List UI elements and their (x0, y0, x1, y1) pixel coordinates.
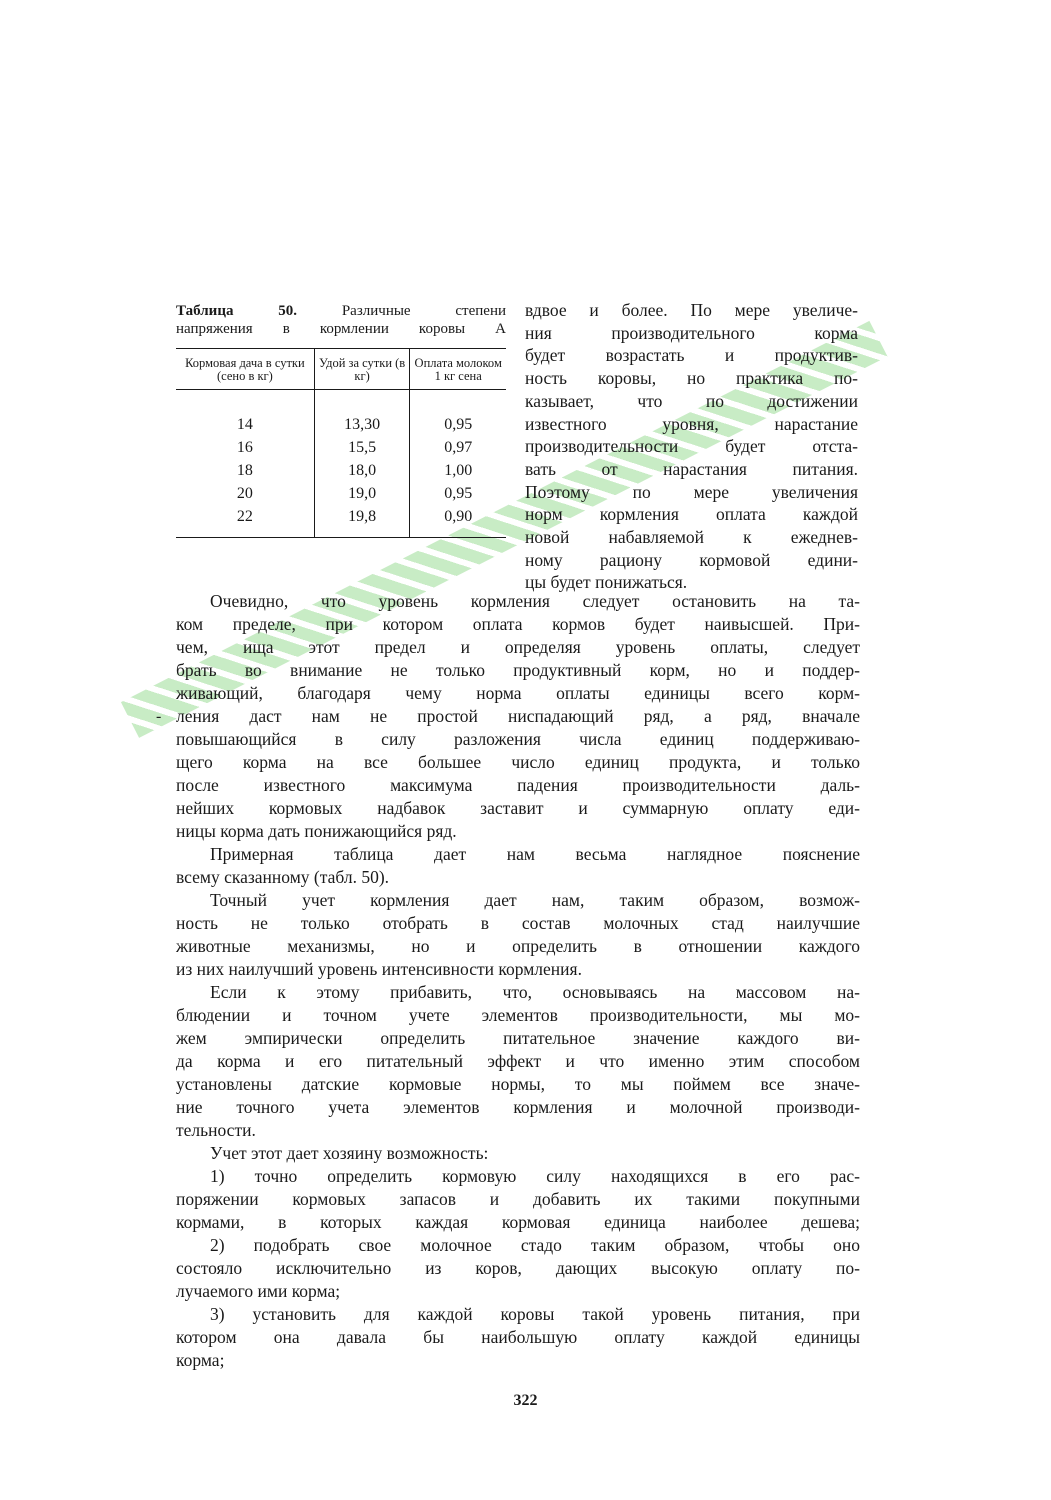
text-line: Точный учет кормления дает нам, таким образом, возмож- (210, 890, 860, 910)
text-line: будет возрастать и продуктив- (525, 345, 858, 366)
text-line: 3) установить для каждой коровы такой уровень питания, при (210, 1304, 860, 1324)
text-line: ления даст нам не простой ниспадающий ряд, а ряд, вначале (176, 706, 860, 726)
cell-payment: 0,95 (410, 390, 506, 437)
text-line: котором она давала бы наибольшую оплату каждой единицы (176, 1327, 860, 1347)
text-line: блюдении и точном учете элементов производительности, мы мо- (176, 1005, 860, 1025)
caption-label: Таблица 50. (176, 303, 298, 319)
cell-payment: 1,00 (410, 459, 506, 482)
cell-yield: 18,0 (314, 459, 410, 482)
text-line: производительности будет отста- (525, 436, 858, 457)
text-line: ность коровы, но практика по- (525, 368, 858, 389)
text-line: чем, ища этот предел и определяя уровень оплаты, следует (176, 637, 860, 657)
text-line: Очевидно, что уровень кормления следует остановить на та- (210, 591, 860, 611)
text-line: всему сказанному (табл. 50). (176, 867, 390, 887)
cell-yield: 19,0 (314, 482, 410, 505)
text-line: жем эмпирически определить питательное значение каждого ви- (176, 1028, 860, 1048)
text-line: щего корма на все большее число единиц продукта, и только (176, 752, 860, 772)
header-payment: Оплата молоком 1 кг сена (410, 349, 506, 390)
cell-payment: 0,90 (410, 505, 506, 538)
table-row (176, 390, 506, 437)
caption-text-1: Различные степени (341, 303, 507, 319)
text-line: тельности. (176, 1120, 256, 1140)
text-line: корма; (176, 1350, 225, 1370)
text-line: животные механизмы, но и определить в отношении каждого (176, 936, 860, 956)
text-line: из них наилучший уровень интенсивности кормления. (176, 959, 582, 979)
text-line: Учет этот дает хозяину возможность: (210, 1143, 489, 1163)
text-line: повышающийся в силу разложения числа единиц поддерживаю- (176, 729, 860, 749)
cell-feed: 16 (236, 439, 253, 456)
text-line: ному рациону кормовой едини- (525, 549, 858, 570)
cell-feed: 20 (236, 485, 253, 502)
table-block (176, 302, 506, 538)
margin-mark: - (156, 708, 162, 725)
cell-yield: 15,5 (314, 436, 410, 459)
text-line: Если к этому прибавить, что, основываясь на массовом на- (210, 982, 860, 1002)
text-line: вать от нарастания питания. (525, 458, 858, 479)
page-number: 322 (513, 1392, 538, 1409)
text-line: кормами, в которых каждая кормовая единица наиболее дешева; (176, 1212, 860, 1232)
text-line: ницы корма дать понижающийся ряд. (176, 821, 457, 841)
cell-payment: 0,95 (410, 482, 506, 505)
text-line: норм кормления оплата каждой (525, 504, 858, 525)
text-line: Примерная таблица дает нам весьма наглядное пояснение (210, 844, 860, 864)
text-line: вдвое и более. По мере увеличе- (525, 300, 858, 320)
body-paragraphs (176, 590, 860, 1372)
text-line: Поэтому по мере увеличения (525, 481, 858, 502)
cell-feed: 18 (236, 462, 253, 479)
text-line: известного уровня, нарастание (525, 413, 858, 434)
text-line: ние точного учета элементов кормления и молочной производи- (176, 1097, 860, 1117)
header-yield: Удой за сутки (в кг) (314, 349, 410, 390)
text-line: новой набавляемой к ежеднев- (525, 527, 858, 548)
caption-line-2: напряжения в кормлении коровы А (176, 321, 506, 337)
table-caption (176, 302, 506, 338)
text-line: ность не только отобрать в состав молочных стад наилучшие (176, 913, 860, 933)
cell-yield: 19,8 (314, 505, 410, 538)
table-row (176, 505, 506, 538)
text-line: ния производительного корма (525, 322, 858, 343)
text-line: установлены датские кормовые нормы, то мы поймем все значе- (176, 1074, 860, 1094)
table-row (176, 482, 506, 505)
table-row (176, 459, 506, 482)
text-line: 1) точно определить кормовую силу находящихся в его рас- (210, 1166, 860, 1186)
text-line: нейших кормовых надбавок заставит и суммарную оплату еди- (176, 798, 860, 818)
data-table (176, 348, 506, 538)
cell-feed: 22 (176, 505, 314, 538)
cell-feed: 14 (236, 416, 253, 433)
cell-payment: 0,97 (410, 436, 506, 459)
table-row (176, 436, 506, 459)
side-paragraph (525, 299, 858, 594)
cell-yield: 13,30 (314, 390, 410, 437)
table-header-row (176, 349, 506, 390)
text-line: да корма и его питательный эффект и что именно этим способом (176, 1051, 860, 1071)
text-line: казывает, что по достижении (525, 390, 858, 411)
text-line: поряжении кормовых запасов и добавить их такими покупными (176, 1189, 860, 1209)
text-line: живающий, благодаря чему норма оплаты единицы всего корм- (176, 683, 860, 703)
text-line: цы будет понижаться. (525, 572, 688, 593)
text-line: лучаемого ими корма; (176, 1281, 341, 1301)
caption-line-1 (176, 302, 506, 320)
text-line: 2) подобрать свое молочное стадо таким образом, чтобы оно (210, 1235, 860, 1255)
text-line: после известного максимума падения производительности даль- (176, 775, 860, 795)
header-feed: Кормовая дача в сутки (сено в кг) (176, 349, 314, 390)
text-line: ком пределе, при котором оплата кормов будет наивысшей. При- (176, 614, 860, 634)
text-line: состояло исключительно из коров, дающих высокую оплату по- (176, 1258, 860, 1278)
text-line: брать во внимание не только продуктивный корм, но и поддер- (176, 660, 860, 680)
